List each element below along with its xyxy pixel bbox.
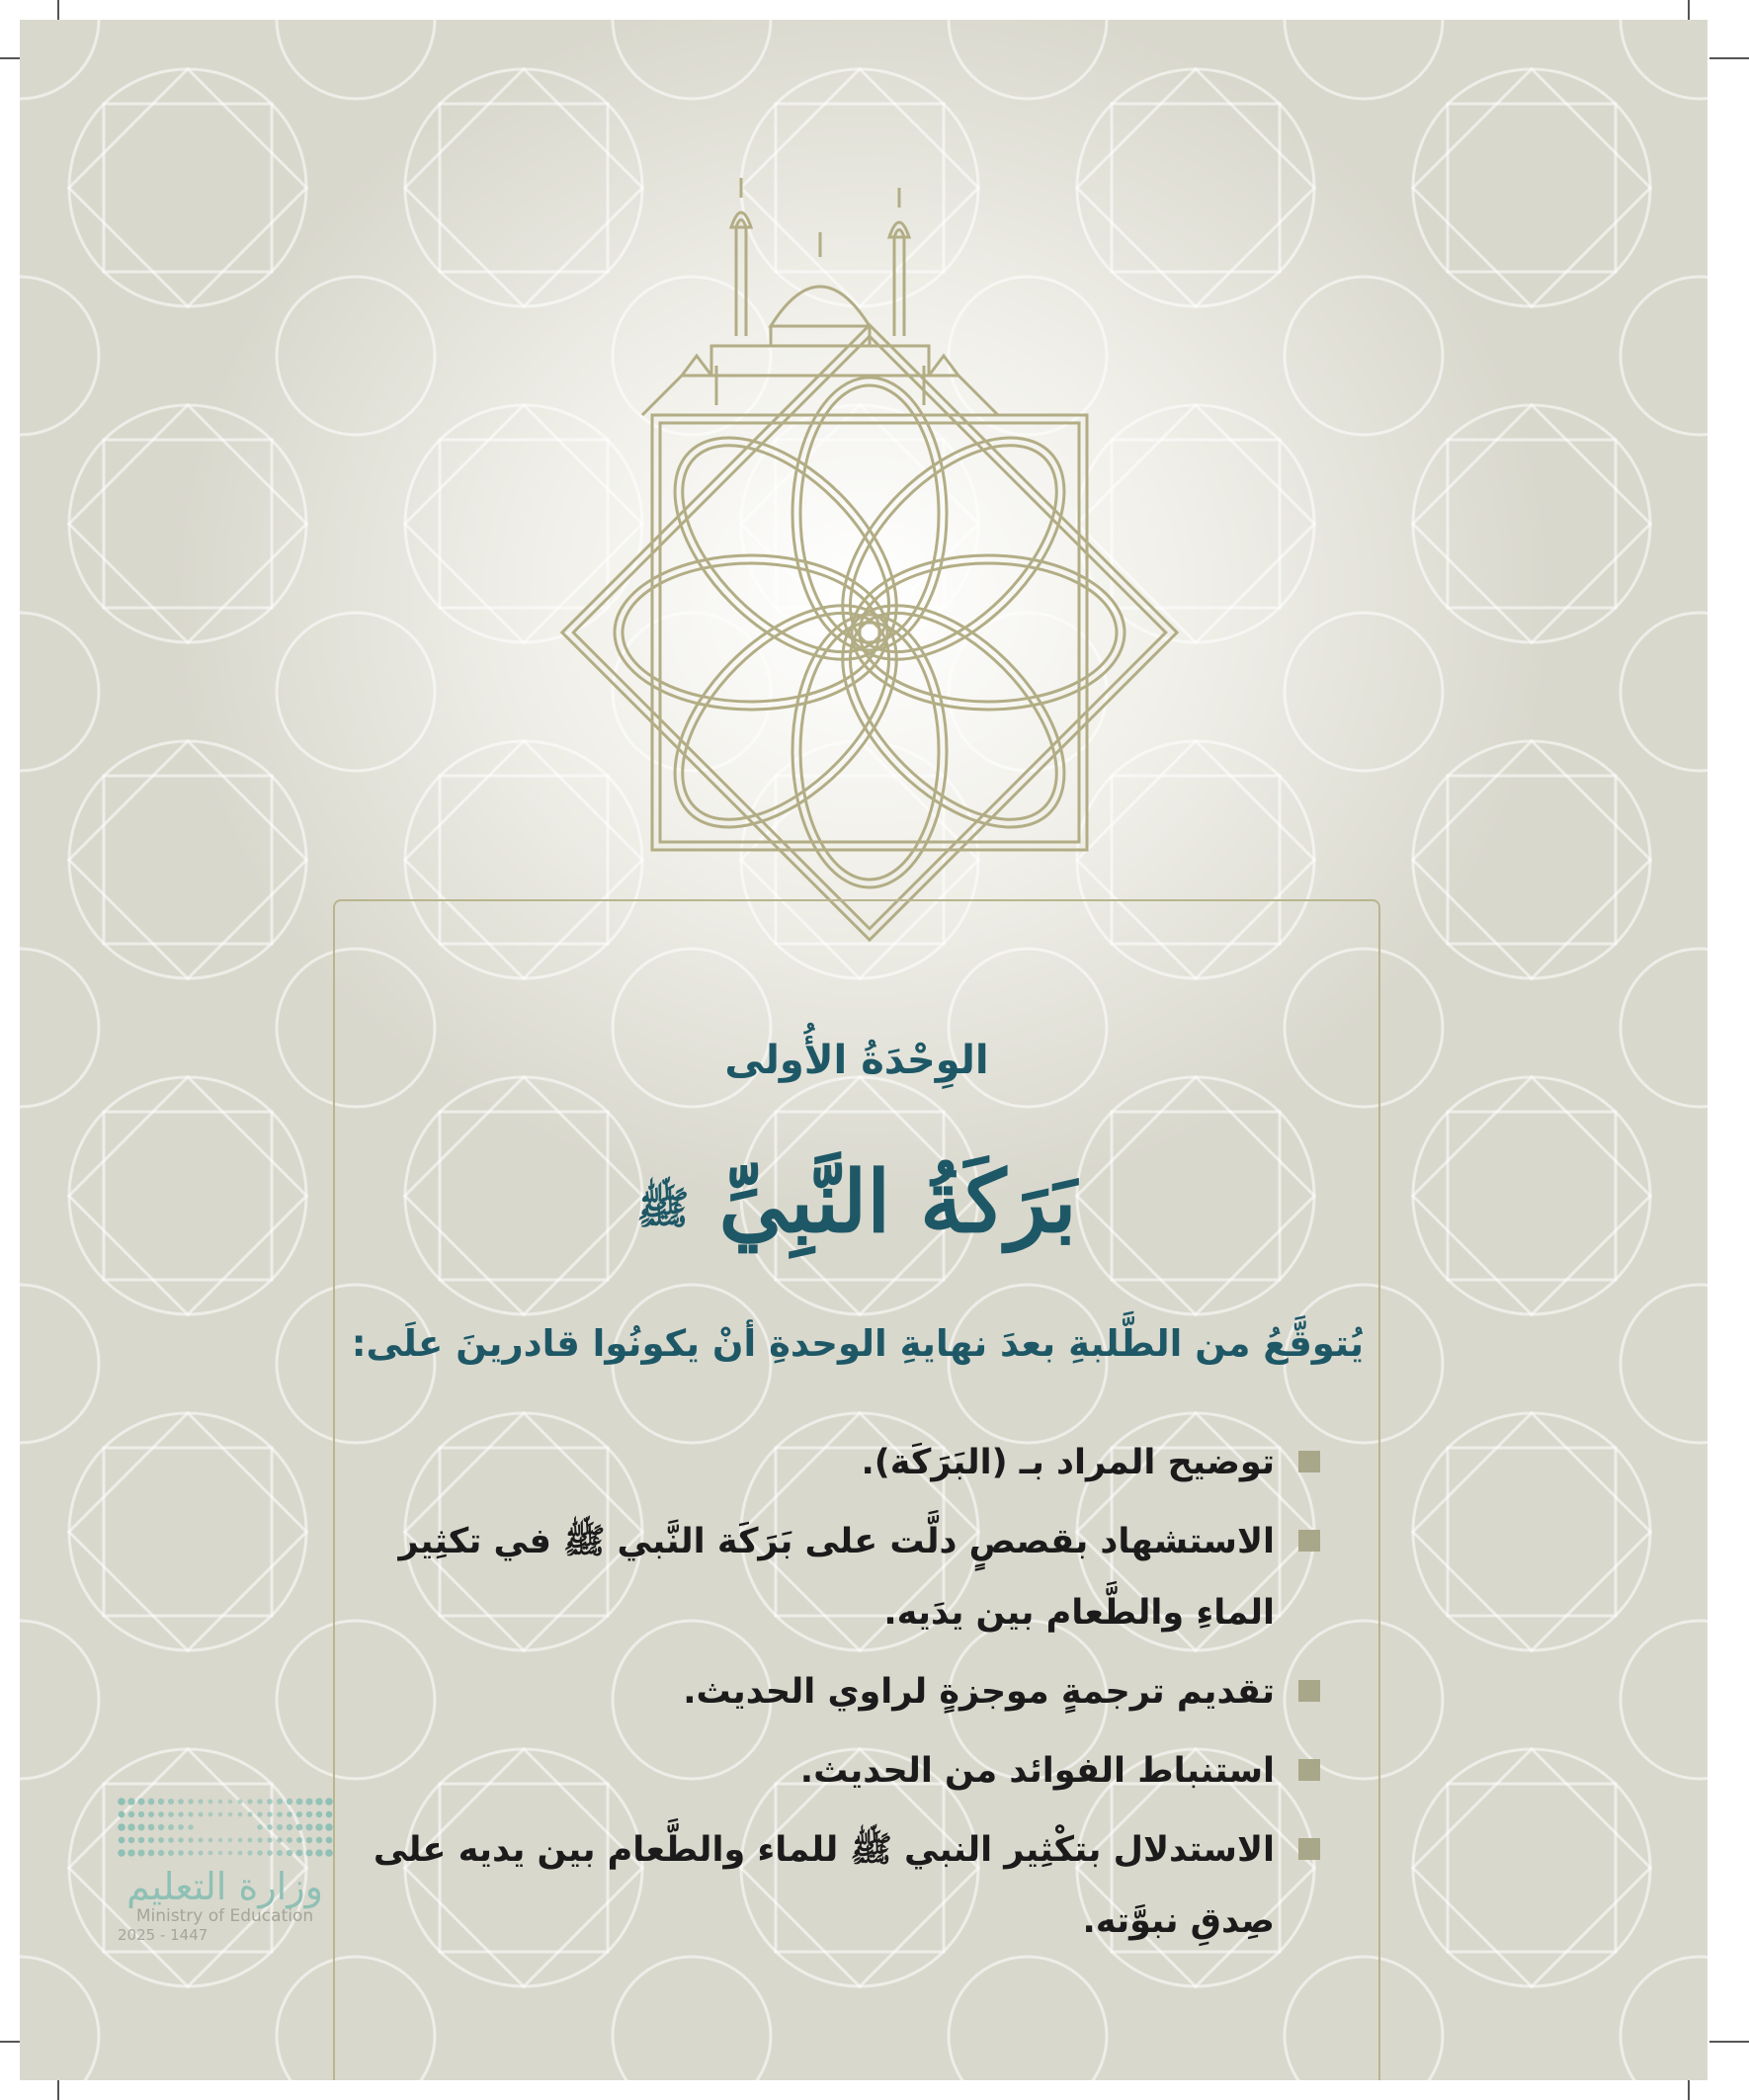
logo-dot [257, 1824, 262, 1829]
logo-dot [316, 1811, 322, 1817]
logo-dot [208, 1812, 213, 1817]
logo-dot [315, 1823, 322, 1830]
logo-dot [218, 1851, 223, 1856]
logo-dot [128, 1837, 134, 1843]
logo-dot [228, 1800, 233, 1805]
logo-dot [287, 1799, 292, 1805]
logo-dot [316, 1837, 322, 1843]
objective-item [346, 1506, 1334, 1648]
logo-dot [228, 1851, 233, 1856]
logo-dot [248, 1812, 253, 1817]
logo-dot [127, 1849, 134, 1856]
ministry-dots-icon [114, 1794, 336, 1863]
logo-dot [199, 1838, 204, 1843]
logo-dot [267, 1824, 273, 1830]
ministry-logo [114, 1794, 336, 1944]
logo-dot [257, 1850, 262, 1855]
ministry-name-en: Ministry of Education [135, 1906, 314, 1926]
ministry-year: 2025 - 1447 [118, 1926, 208, 1944]
logo-dot [208, 1838, 213, 1843]
mosque-rosette-icon [484, 119, 1255, 968]
logo-dot [158, 1824, 164, 1830]
logo-dot [158, 1850, 164, 1856]
logo-dot [118, 1798, 125, 1806]
logo-dot [158, 1799, 164, 1805]
crop-mark-bottom-right-h [1709, 2041, 1749, 2043]
logo-dot [257, 1811, 262, 1816]
logo-dot [168, 1799, 174, 1805]
ministry-name-ar: وزارة التعليم [126, 1865, 323, 1908]
logo-dot [277, 1811, 283, 1817]
logo-dot [238, 1851, 243, 1856]
logo-dot [198, 1850, 203, 1855]
unit-label: الوِحْدَةُ الأُولى [724, 1038, 989, 1083]
honorific-icon: ﷺ [636, 1183, 690, 1234]
logo-dot [277, 1837, 283, 1843]
logo-dot [296, 1824, 303, 1831]
logo-dot [178, 1799, 184, 1805]
logo-dot [168, 1837, 174, 1843]
logo-dot [138, 1837, 144, 1843]
logo-dot [325, 1849, 333, 1857]
logo-dot [178, 1837, 183, 1842]
logo-dot [158, 1811, 164, 1817]
logo-dot [178, 1850, 184, 1856]
logo-dot [188, 1837, 193, 1842]
logo-dot [127, 1823, 134, 1830]
logo-dot [128, 1811, 134, 1817]
logo-dot [296, 1799, 303, 1806]
logo-dot [287, 1850, 292, 1856]
logo-dot [168, 1811, 174, 1817]
logo-dot [218, 1838, 223, 1843]
logo-dot [287, 1837, 292, 1843]
logo-dot [247, 1799, 252, 1804]
logo-dot [119, 1837, 125, 1844]
logo-dot [178, 1811, 183, 1816]
logo-dot [199, 1812, 204, 1817]
logo-dot [267, 1811, 272, 1816]
logo-dot [296, 1837, 302, 1843]
logo-dot [118, 1823, 125, 1831]
logo-dot [148, 1837, 154, 1843]
square-bullet-icon [1298, 1838, 1320, 1860]
logo-dot [248, 1838, 253, 1843]
lesson-title [333, 1152, 1380, 1252]
logo-dot [228, 1812, 233, 1817]
logo-dot [168, 1824, 174, 1830]
logo-dot [188, 1811, 193, 1816]
logo-dot [306, 1799, 313, 1806]
logo-dot [306, 1811, 312, 1817]
logo-dot [306, 1850, 313, 1857]
logo-dot [208, 1851, 213, 1856]
logo-dot [315, 1849, 322, 1856]
logo-dot [118, 1849, 125, 1857]
logo-dot [238, 1838, 243, 1843]
logo-dot [228, 1838, 233, 1843]
square-bullet-icon [1298, 1451, 1320, 1472]
page [20, 20, 1707, 2080]
logo-dot [138, 1850, 145, 1857]
logo-dot [325, 1798, 333, 1806]
objective-item [346, 1656, 1334, 1727]
square-bullet-icon [1298, 1530, 1320, 1552]
square-bullet-icon [1298, 1759, 1320, 1781]
square-bullet-icon [1298, 1680, 1320, 1702]
logo-dot [148, 1850, 155, 1857]
logo-dot [296, 1811, 302, 1817]
objectives-list [346, 1427, 1334, 1965]
logo-dot [138, 1824, 145, 1831]
logo-dot [138, 1799, 145, 1806]
logo-dot [148, 1811, 154, 1817]
logo-dot [306, 1824, 313, 1831]
logo-dot [277, 1799, 283, 1805]
logo-dot [296, 1850, 303, 1857]
logo-dot [325, 1823, 333, 1831]
logo-dot [168, 1850, 174, 1856]
objective-text: توضيح المراد بـ (البَرَكَة). [861, 1443, 1275, 1482]
logo-dot [238, 1812, 243, 1817]
logo-dot [158, 1837, 164, 1843]
logo-dot [257, 1799, 262, 1804]
logo-dot [218, 1812, 223, 1817]
logo-dot [306, 1837, 312, 1843]
logo-dot [257, 1837, 262, 1842]
logo-dot [208, 1800, 213, 1805]
logo-dot [119, 1811, 125, 1818]
logo-dot [267, 1837, 272, 1842]
logo-dot [267, 1850, 273, 1856]
objective-item [346, 1427, 1334, 1498]
objective-text: استنباط الفوائد من الحديث. [799, 1751, 1275, 1791]
logo-dot [277, 1824, 283, 1830]
logo-dot [148, 1799, 155, 1806]
logo-dot [148, 1824, 155, 1831]
logo-dot [198, 1799, 203, 1804]
logo-dot [178, 1824, 184, 1830]
logo-dot [188, 1850, 193, 1855]
logo-dot [127, 1798, 134, 1805]
objective-item [346, 1814, 1334, 1957]
logo-dot [326, 1811, 333, 1818]
objective-text: الاستدلال بتكْثِير النبي ﷺ للماء والطَّعام بين يديه على صِدقِ نبوَّته. [373, 1830, 1275, 1941]
lesson-title-text: بَرَكَةُ النَّبِيِّ [718, 1152, 1077, 1252]
logo-dot [188, 1799, 193, 1804]
logo-dot [287, 1824, 292, 1830]
logo-dot [238, 1800, 243, 1805]
objective-item [346, 1735, 1334, 1806]
logo-dot [267, 1799, 273, 1805]
logo-dot [188, 1824, 193, 1829]
crop-mark-top-right-h [1709, 57, 1749, 59]
logo-dot [138, 1811, 144, 1817]
logo-dot [247, 1850, 252, 1855]
logo-dot [218, 1800, 223, 1805]
objectives-intro: يُتوقَّعُ من الطَّلبةِ بعدَ نهايةِ الوحدةِ أنْ يكونُوا قادرينَ علَى: [351, 1322, 1364, 1365]
objective-text: الاستشهاد بقصصٍ دلَّت على بَرَكَة النَّبي ﷺ في تكثِير الماءِ والطَّعام بين يدَيه. [398, 1522, 1275, 1633]
objective-text: تقديم ترجمةٍ موجزةٍ لراوي الحديث. [683, 1672, 1275, 1712]
logo-dot [287, 1811, 292, 1817]
logo-dot [315, 1798, 322, 1805]
logo-dot [326, 1837, 333, 1844]
logo-dot [277, 1850, 283, 1856]
